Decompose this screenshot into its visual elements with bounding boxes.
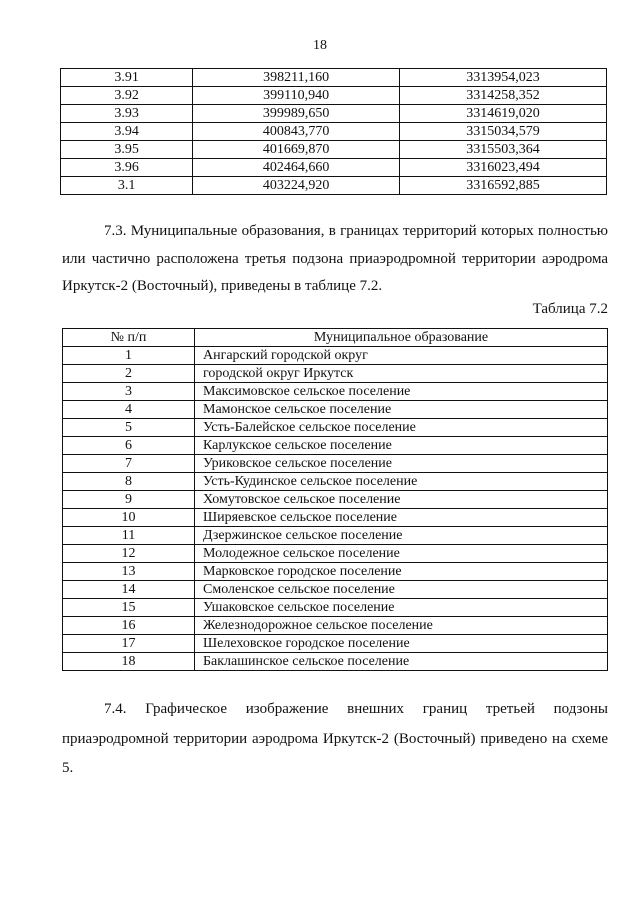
municipality-name-cell: Максимовское сельское поселение xyxy=(195,383,608,401)
table-caption: Таблица 7.2 xyxy=(532,301,608,317)
row-number-cell: 16 xyxy=(63,617,195,635)
row-number-cell: 4 xyxy=(63,401,195,419)
row-number-cell: 3 xyxy=(63,383,195,401)
municipality-name-cell: Ушаковское сельское поселение xyxy=(195,599,608,617)
municipality-name-cell: Смоленское сельское поселение xyxy=(195,581,608,599)
y-coordinate-cell: 3316023,494 xyxy=(400,159,607,177)
municipalities-table-body xyxy=(63,347,608,671)
table-row xyxy=(63,635,608,653)
table-row xyxy=(61,69,607,87)
municipality-name-cell: Баклашинское сельское поселение xyxy=(195,653,608,671)
row-number-cell: 11 xyxy=(63,527,195,545)
table-row xyxy=(63,581,608,599)
paragraph-7-4 xyxy=(62,695,608,784)
table-row xyxy=(63,653,608,671)
point-number-cell: 3.94 xyxy=(61,123,193,141)
municipality-name-cell: Ширяевское сельское поселение xyxy=(195,509,608,527)
paragraph-7-3-text: 7.3. Муниципальные образования, в границах территорий которых полностью или частично расположена третья подзона приаэродромной территории аэродрома Иркутск-2 (Восточный), приведены в таблице 7.2. xyxy=(62,223,608,294)
municipality-name-cell: Дзержинское сельское поселение xyxy=(195,527,608,545)
table-row xyxy=(63,347,608,365)
header-number: № п/п xyxy=(63,329,195,347)
table-row xyxy=(63,437,608,455)
x-coordinate-cell: 399110,940 xyxy=(193,87,400,105)
row-number-cell: 8 xyxy=(63,473,195,491)
municipalities-table xyxy=(62,328,608,671)
y-coordinate-cell: 3314619,020 xyxy=(400,105,607,123)
municipality-name-cell: Ангарский городской округ xyxy=(195,347,608,365)
table-row xyxy=(63,545,608,563)
x-coordinate-cell: 398211,160 xyxy=(193,69,400,87)
table-row xyxy=(63,599,608,617)
table-row xyxy=(61,87,607,105)
paragraph-7-4-text: 7.4. Графическое изображение внешних границ третьей подзоны приаэродромной территории аэродрома Иркутск-2 (Восточный) приведено на схеме 5. xyxy=(62,701,608,776)
table-row xyxy=(63,563,608,581)
table-row xyxy=(63,383,608,401)
municipality-name-cell: Мамонское сельское поселение xyxy=(195,401,608,419)
x-coordinate-cell: 401669,870 xyxy=(193,141,400,159)
point-number-cell: 3.96 xyxy=(61,159,193,177)
coordinates-table-body xyxy=(61,69,607,195)
municipality-name-cell: Усть-Балейское сельское поселение xyxy=(195,419,608,437)
row-number-cell: 17 xyxy=(63,635,195,653)
row-number-cell: 12 xyxy=(63,545,195,563)
municipality-name-cell: Усть-Кудинское сельское поселение xyxy=(195,473,608,491)
table-row xyxy=(63,473,608,491)
x-coordinate-cell: 403224,920 xyxy=(193,177,400,195)
paragraph-7-3 xyxy=(62,218,608,301)
municipality-name-cell: Марковское городское поселение xyxy=(195,563,608,581)
table-row xyxy=(63,419,608,437)
point-number-cell: 3.95 xyxy=(61,141,193,159)
x-coordinate-cell: 399989,650 xyxy=(193,105,400,123)
table-row xyxy=(63,365,608,383)
coordinates-table xyxy=(60,68,607,195)
row-number-cell: 14 xyxy=(63,581,195,599)
municipality-name-cell: Уриковское сельское поселение xyxy=(195,455,608,473)
table-row xyxy=(61,177,607,195)
table-row xyxy=(61,141,607,159)
row-number-cell: 18 xyxy=(63,653,195,671)
y-coordinate-cell: 3315503,364 xyxy=(400,141,607,159)
table-row xyxy=(63,509,608,527)
row-number-cell: 7 xyxy=(63,455,195,473)
row-number-cell: 6 xyxy=(63,437,195,455)
table-row xyxy=(63,617,608,635)
page-number: 18 xyxy=(313,38,327,53)
row-number-cell: 1 xyxy=(63,347,195,365)
table-row xyxy=(61,123,607,141)
point-number-cell: 3.91 xyxy=(61,69,193,87)
y-coordinate-cell: 3316592,885 xyxy=(400,177,607,195)
municipality-name-cell: Карлукское сельское поселение xyxy=(195,437,608,455)
table-header-row xyxy=(63,329,608,347)
table-row xyxy=(63,455,608,473)
point-number-cell: 3.92 xyxy=(61,87,193,105)
municipality-name-cell: Железнодорожное сельское поселение xyxy=(195,617,608,635)
y-coordinate-cell: 3314258,352 xyxy=(400,87,607,105)
table-row xyxy=(63,527,608,545)
point-number-cell: 3.1 xyxy=(61,177,193,195)
row-number-cell: 5 xyxy=(63,419,195,437)
x-coordinate-cell: 402464,660 xyxy=(193,159,400,177)
row-number-cell: 9 xyxy=(63,491,195,509)
row-number-cell: 2 xyxy=(63,365,195,383)
municipality-name-cell: Шелеховское городское поселение xyxy=(195,635,608,653)
y-coordinate-cell: 3313954,023 xyxy=(400,69,607,87)
municipality-name-cell: городской округ Иркутск xyxy=(195,365,608,383)
row-number-cell: 13 xyxy=(63,563,195,581)
municipality-name-cell: Хомутовское сельское поселение xyxy=(195,491,608,509)
table-row xyxy=(61,159,607,177)
row-number-cell: 15 xyxy=(63,599,195,617)
row-number-cell: 10 xyxy=(63,509,195,527)
table-row xyxy=(61,105,607,123)
header-municipality: Муниципальное образование xyxy=(195,329,608,347)
municipality-name-cell: Молодежное сельское поселение xyxy=(195,545,608,563)
point-number-cell: 3.93 xyxy=(61,105,193,123)
table-row xyxy=(63,401,608,419)
y-coordinate-cell: 3315034,579 xyxy=(400,123,607,141)
x-coordinate-cell: 400843,770 xyxy=(193,123,400,141)
table-row xyxy=(63,491,608,509)
